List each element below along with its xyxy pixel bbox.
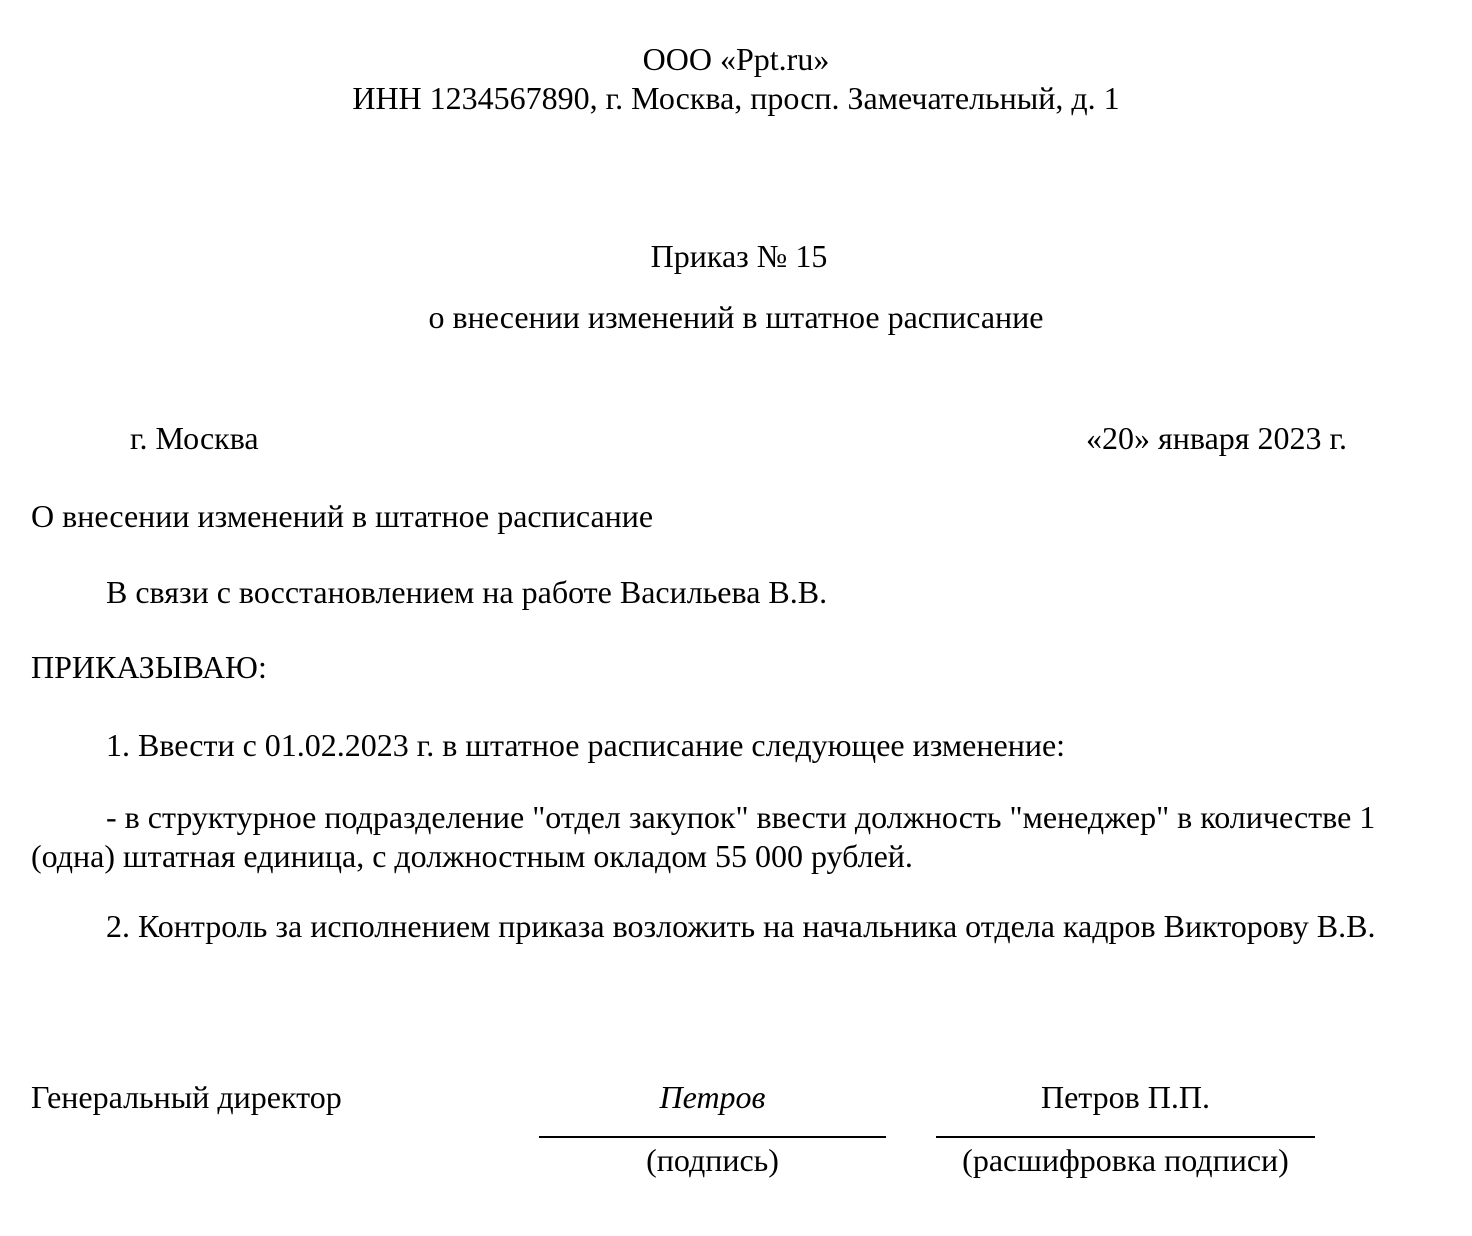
signature-decoding: Петров П.П.: [1040, 1079, 1210, 1115]
signature-caption: (подпись): [646, 1142, 779, 1178]
order-item-2: 2. Контроль за исполнением приказа возложить на начальника отдела кадров Викторову В.В.: [106, 908, 1376, 944]
organization-details: ИНН 1234567890, г. Москва, просп. Замечательный, д. 1: [352, 80, 1120, 116]
order-title: Приказ № 15: [650, 238, 828, 274]
organization-name: ООО «Ppt.ru»: [642, 41, 830, 77]
order-subject: о внесении изменений в штатное расписание: [428, 299, 1044, 335]
order-command: ПРИКАЗЫВАЮ:: [31, 649, 267, 685]
signature-line: [539, 1136, 886, 1138]
order-city: г. Москва: [130, 420, 259, 456]
signature-decoding-caption: (расшифровка подписи): [962, 1142, 1289, 1178]
handwritten-signature: Петров: [659, 1079, 766, 1115]
order-item-1-detail: - в структурное подразделение "отдел закупок" ввести должность "менеджер" в количестве 1 (одна) штатная единица, с должностным окладом 55 000 рублей.: [31, 799, 1376, 874]
signature-decoding-line: [936, 1136, 1315, 1138]
signatory-position: Генеральный директор: [31, 1079, 342, 1115]
order-date: «20» января 2023 г.: [1086, 420, 1347, 456]
order-item-1: 1. Ввести с 01.02.2023 г. в штатное расписание следующее изменение:: [106, 727, 1066, 763]
body-heading-subject: О внесении изменений в штатное расписание: [31, 498, 654, 534]
order-reason: В связи с восстановлением на работе Васильева В.В.: [106, 574, 828, 610]
